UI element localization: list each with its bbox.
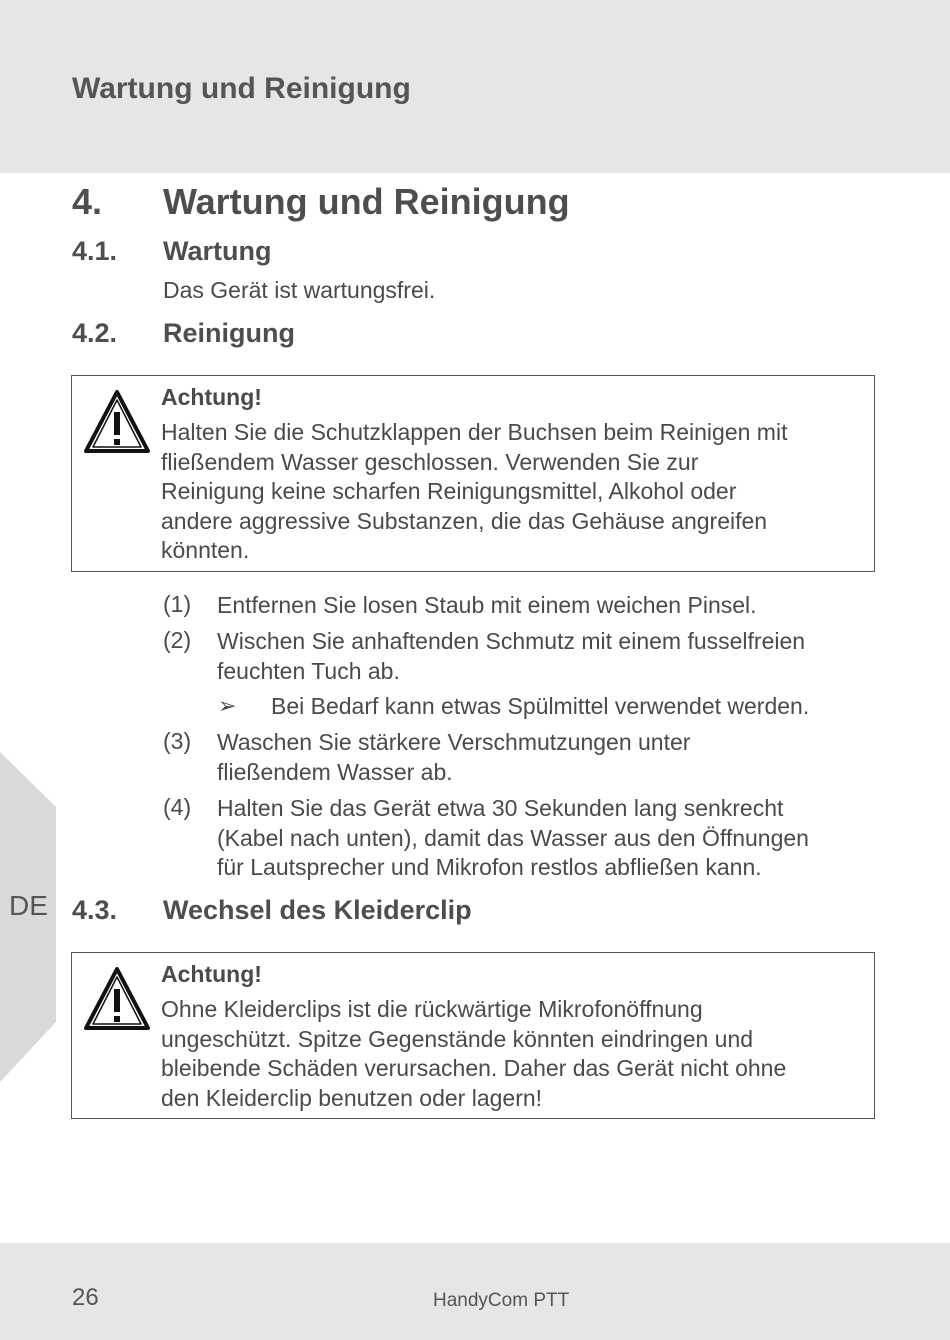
step-line: feuchten Tuch ab.: [217, 657, 400, 684]
page-header: [0, 0, 950, 173]
step-line: Waschen Sie stärkere Verschmutzungen unter: [217, 729, 691, 755]
warning-triangle-icon: [82, 388, 152, 456]
step-line: fließendem Wasser ab.: [217, 758, 453, 785]
warning-line: ungeschützt. Spitze Gegenstände könnten eindringen und: [161, 1025, 754, 1052]
subsection-4-3-number: 4.3.: [72, 895, 118, 925]
maintenance-text: Das Gerät ist wartungsfrei.: [163, 277, 436, 303]
step-line: Wischen Sie anhaftenden Schmutz mit einem fusselfreien: [217, 628, 806, 654]
step-line: Halten Sie das Gerät etwa 30 Sekunden lang senkrecht: [217, 795, 784, 821]
warning-line: Ohne Kleiderclips ist die rückwärtige Mikrofonöffnung: [161, 996, 703, 1022]
warning-line: Reinigung keine scharfen Reinigungsmittel, Alkohol oder: [161, 478, 737, 504]
step-number: (2): [163, 627, 192, 653]
subsection-4-3-title: Wechsel des Kleiderclip: [163, 895, 472, 925]
cleaning-warning-box: [71, 375, 875, 572]
step-line: (Kabel nach unten), damit das Wasser aus den Öffnungen: [217, 824, 809, 851]
warning-line: könnten.: [161, 537, 250, 563]
section-title: Wartung und Reinigung: [163, 181, 570, 222]
subsection-4-1-title: Wartung: [163, 236, 272, 266]
warning-line: bleibende Schäden verursachen. Daher das Gerät nicht ohne: [161, 1055, 787, 1081]
warning-line: andere aggressive Substanzen, die das Gehäuse angreifen: [161, 507, 768, 534]
step-number: (4): [163, 794, 192, 820]
arrow-bullet-icon: ➢: [218, 693, 237, 718]
section-number: 4.: [72, 181, 103, 222]
step-number: (1): [163, 591, 192, 617]
header-title: Wartung und Reinigung: [72, 72, 411, 105]
product-name: HandyCom PTT: [433, 1290, 570, 1311]
clip-warning-box: [71, 952, 875, 1119]
language-label: DE: [9, 890, 48, 921]
warning-line: den Kleiderclip benutzen oder lagern!: [161, 1084, 543, 1111]
step-line: für Lautsprecher und Mikrofon restlos abfließen kann.: [217, 854, 762, 880]
step-number: (3): [163, 728, 192, 754]
step-line: Entfernen Sie losen Staub mit einem weichen Pinsel.: [217, 592, 757, 618]
warning-text: [161, 995, 871, 1113]
warning-line: fließendem Wasser geschlossen. Verwenden Sie zur: [161, 448, 699, 475]
warning-line: Halten Sie die Schutzklappen der Buchsen beim Reinigen mit: [161, 419, 788, 445]
warning-title: Achtung!: [161, 961, 262, 987]
warning-triangle-icon: [82, 965, 152, 1033]
subsection-4-2-number: 4.2.: [72, 318, 118, 348]
tip-text: Bei Bedarf kann etwas Spülmittel verwendet werden.: [271, 693, 810, 719]
page-number: 26: [72, 1284, 99, 1311]
warning-text: [161, 418, 871, 566]
subsection-4-2-title: Reinigung: [163, 318, 295, 348]
warning-title: Achtung!: [161, 384, 262, 410]
subsection-4-1-number: 4.1.: [72, 236, 118, 266]
